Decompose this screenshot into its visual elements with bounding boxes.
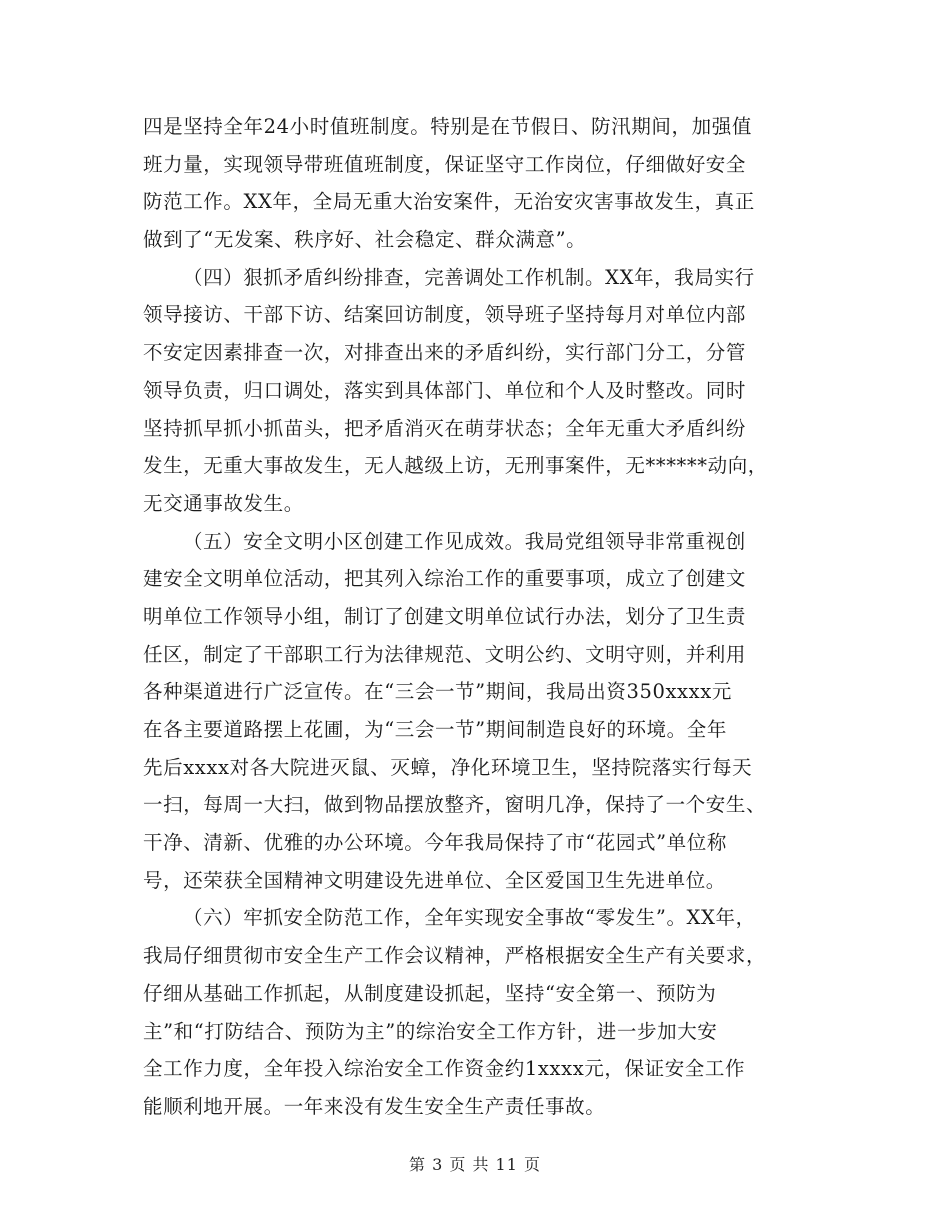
text-line: 明单位工作领导小组，制订了创建文明单位试行办法，划分了卫生责 (143, 604, 747, 628)
text-line: 仔细从基础工作抓起，从制度建设抓起，坚持“安全第一、预防为 (143, 981, 717, 1005)
text-line: 先后xxxx对各大院进灭鼠、灭蟑，净化环境卫生，坚持院落实行每天 (143, 755, 753, 779)
text-line: 不安定因素排查一次，对排查出来的矛盾纠纷，实行部门分工，分管 (143, 341, 747, 365)
text-line: 干净、清新、优雅的办公环境。今年我局保持了市“花园式”单位称 (143, 831, 727, 855)
text-line: 建安全文明单位活动，把其列入综治工作的重要事项，成立了创建文 (143, 567, 747, 591)
text-line: 班力量，实现领导带班值班制度，保证坚守工作岗位，仔细做好安全 (143, 152, 747, 176)
text-line: 全工作力度，全年投入综治安全工作资金约1xxxx元，保证安全工作 (143, 1057, 746, 1081)
text-line: 领导接访、干部下访、结案回访制度，领导班子坚持每月对单位内部 (143, 303, 747, 327)
body-text (143, 108, 813, 1126)
text-line: 领导负责，归口调处，落实到具体部门、单位和个人及时整改。同时 (143, 378, 747, 402)
text-line: 号，还荣获全国精神文明建设先进单位、全区爱国卫生先进单位。 (143, 868, 726, 892)
paragraph-heading-5: （五）安全文明小区创建工作见成效。我局党组领导非常重视创 (183, 529, 746, 553)
paragraph-heading-6: （六）牢抓安全防范工作，全年实现安全事故“零发生”。XX年， (183, 906, 756, 930)
text-line: 发生，无重大事故发生，无人越级上访，无刑事案件，无******动向， (143, 454, 768, 478)
text-line: 能顺利地开展。一年来没有发生安全生产责任事故。 (143, 1094, 606, 1118)
text-line: 做到了“无发案、秩序好、社会稳定、群众满意”。 (143, 228, 587, 252)
text-line: 坚持抓早抓小抓苗头，把矛盾消灭在萌芽状态；全年无重大矛盾纠纷 (143, 416, 747, 440)
text-line: 一扫，每周一大扫，做到物品摆放整齐，窗明几净，保持了一个安生、 (143, 793, 767, 817)
text-line: 主”和“打防结合、预防为主”的综治安全工作方针，进一步加大安 (143, 1019, 718, 1043)
text-line: 各种渠道进行广泛宣传。在“三会一节”期间，我局出资350xxxx元 (143, 680, 732, 704)
text-line: 任区，制定了干部职工行为法律规范、文明公约、文明守则，并利用 (143, 642, 747, 666)
text-line: 无交通事故发生。 (143, 491, 304, 515)
text-line: 四是坚持全年24小时值班制度。特别是在节假日、防汛期间，加强值 (143, 115, 752, 138)
page-footer: 第 3 页 共 11 页 (409, 1155, 541, 1174)
text-line: 我局仔细贯彻市安全生产工作会议精神，严格根据安全生产有关要求， (143, 944, 767, 968)
text-line: 防范工作。XX年，全局无重大治安案件，无治安灾害事故发生，真正 (143, 190, 755, 214)
text-line: 在各主要道路摆上花圃，为“三会一节”期间制造良好的环境。全年 (143, 718, 727, 741)
paragraph-heading-4: （四）狠抓矛盾纠纷排查，完善调处工作机制。XX年，我局实行 (183, 265, 755, 289)
